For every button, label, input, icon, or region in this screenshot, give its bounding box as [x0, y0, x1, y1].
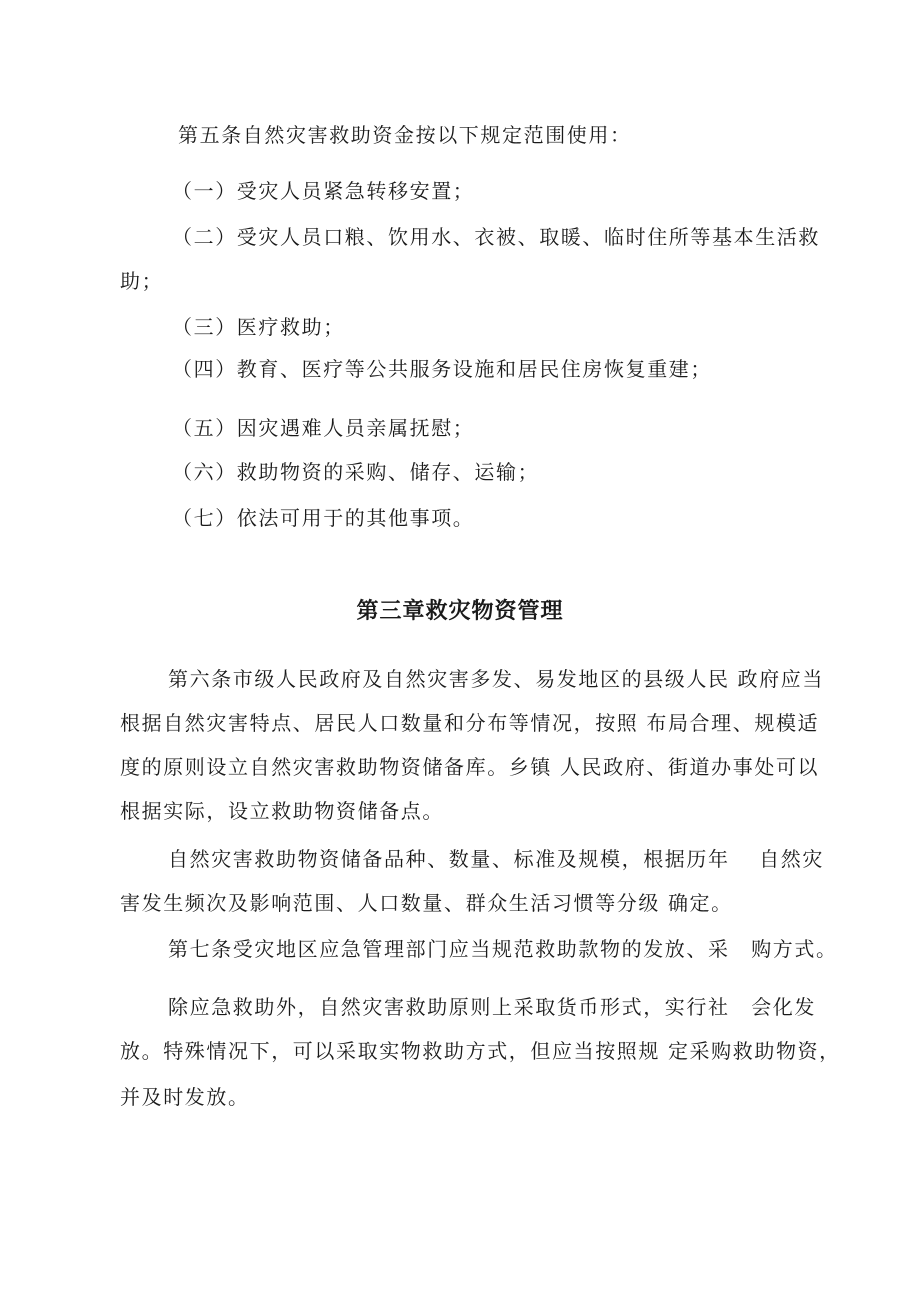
- article-5-item-5: （五）因灾遇难人员亲属抚慰；: [172, 416, 475, 440]
- article-6-para-1-line-4: 根据实际，设立救助物资储备点。: [120, 799, 444, 823]
- article-5-item-3: （三）医疗救助；: [172, 315, 345, 339]
- article-7-para-2-line-1: 除应急救助外，自然灾害救助原则上采取货币形式，实行社 会化发: [168, 995, 816, 1019]
- article-5-item-2-line-2: 助；: [120, 269, 164, 293]
- article-7-para-2-line-2: 放。特殊情况下，可以采取实物救助方式，但应当按照规 定采购救助物资，: [120, 1039, 841, 1063]
- article-6-para-1-line-1: 第六条市级人民政府及自然灾害多发、易发地区的县级人民 政府应当: [168, 667, 824, 691]
- article-6-para-2-line-2: 害发生频次及影响范围、人口数量、群众生活习惯等分级 确定。: [120, 891, 733, 915]
- article-7-para-2-line-3: 并及时发放。: [120, 1085, 250, 1109]
- article-5-item-6: （六）救助物资的采购、储存、运输；: [172, 460, 540, 484]
- article-5-intro: 第五条自然灾害救助资金按以下规定范围使用：: [178, 123, 632, 147]
- article-6-para-1-line-2: 根据自然灾害特点、居民人口数量和分布等情况，按照 布局合理、规模适: [120, 711, 820, 735]
- article-5-item-7: （七）依法可用于的其他事项。: [172, 506, 475, 530]
- article-7-para-1-line-1: 第七条受灾地区应急管理部门应当规范救助款物的发放、采 购方式。: [168, 937, 838, 961]
- article-6-para-2-line-1: 自然灾害救助物资储备品种、数量、标准及规模，根据历年 自然灾: [168, 847, 824, 871]
- article-6-para-1-line-3: 度的原则设立自然灾害救助物资储备库。乡镇 人民政府、街道办事处可以: [120, 755, 820, 779]
- article-5-item-2-line-1: （二）受灾人员口粮、饮用水、衣被、取暖、临时住所等基本生活救: [172, 225, 820, 249]
- article-5-item-4: （四）教育、医疗等公共服务设施和居民住房恢复重建；: [172, 357, 712, 381]
- chapter-3-title: 第三章救灾物资管理: [356, 599, 564, 624]
- article-5-item-1: （一）受灾人员紧急转移安置；: [172, 179, 475, 203]
